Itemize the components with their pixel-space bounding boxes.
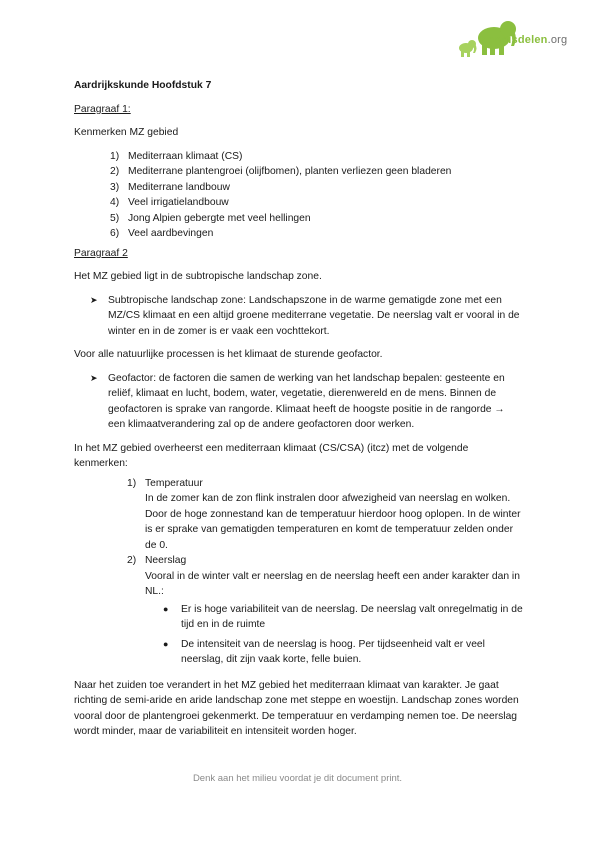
document-title: Aardrijkskunde Hoofdstuk 7 — [74, 80, 212, 91]
characteristics-list — [74, 149, 524, 242]
climate-list — [74, 476, 524, 672]
definition-geofactor: ➤ Geofactor: de factoren die samen de werking van het landschap bepalen: gesteente en reliëf, klimaat en lucht, bodem, water, vegetatie, dierenwereld en de mens. Binnen de geofactoren is sprake van rangorde. Klimaat heeft de hoogste positie in de rangorde → een klimaatverandering zal op de andere geofactoren door werken. — [74, 371, 524, 433]
section-2-line-3: In het MZ gebied overheerst een mediterraan klimaat (CS/CSA) (itcz) met de volgende kenmerken: — [74, 442, 469, 469]
right-arrow-icon: → — [494, 403, 505, 415]
list-item: 1) Temperatuur In de zomer kan de zon flink instralen door afwezigheid van neerslag en wolken. Door de hoge zonnestand kan de temperatuur hierdoor hoog oplopen. In de winter is er sprake van gematigden temperaturen en komt de temperatuur zelden onder de 0. — [127, 476, 524, 554]
climate-heading-precipitation: Neerslag — [145, 555, 187, 566]
list-item: ● De intensiteit van de neerslag is hoog. Per tijdseenheid valt er veel neerslag, dit zijn vaak korte, felle buien. — [163, 637, 524, 668]
section-2-line-2: Voor alle natuurlijke processen is het klimaat de sturende geofactor. — [74, 349, 383, 360]
logo-brand: Kennisdelen — [480, 34, 548, 46]
list-item: ● Er is hoge variabiliteit van de neerslag. De neerslag valt onregelmatig in de tijd en in de ruimte — [163, 602, 524, 633]
footer-note: Denk aan het milieu voordat je dit document print. — [192, 773, 403, 784]
arrow-bullet-icon: ➤ — [90, 294, 98, 305]
list-item: 3) Mediterrane landbouw — [110, 181, 230, 193]
list-item: 2) Mediterrane plantengroei (olijfbomen), planten verliezen geen bladeren — [110, 166, 452, 177]
section-heading-2: Paragraaf 2 — [74, 247, 128, 259]
arrow-bullet-icon: ➤ — [90, 372, 98, 383]
kennisdelen-logo — [456, 16, 576, 60]
logo-wordmark — [480, 34, 567, 46]
logo-tld: .org — [547, 34, 568, 46]
bullet-dot-icon: ● — [163, 638, 169, 649]
climate-heading-temperature: Temperatuur — [145, 477, 203, 489]
list-item: 1) Mediterraan klimaat (CS) — [110, 150, 243, 162]
bullet-dot-icon: ● — [163, 603, 169, 614]
list-item: 5) Jong Alpien gebergte met veel hellingen — [110, 212, 311, 224]
section-heading-1: Paragraaf 1: — [74, 103, 131, 115]
closing-paragraph: Naar het zuiden toe verandert in het MZ gebied het mediterraan klimaat van karakter. Je gaat richting de semi-aride en aride landschap zone met steppe en woestijn. Landschap zones worden vooral door de plantengroei gekenmerkt. De temperatuur en verdamping nemen toe. De neerslag wordt minder, maar de variabiliteit en intensiteit worden hoger. — [74, 679, 519, 737]
list-item: 6) Veel aardbevingen — [110, 228, 214, 239]
list-item: 4) Veel irrigatielandbouw — [110, 197, 229, 208]
section-1-intro: Kenmerken MZ gebied — [74, 127, 179, 138]
section-2-line-1: Het MZ gebied ligt in de subtropische landschap zone. — [74, 271, 322, 282]
definition-landscape-zone: ➤ Subtropische landschap zone: Landschapszone in de warme gematigde zone met een MZ/CS klimaat en een altijd groene mediterrane vegetatie. De neerslag valt er vooral in de winter en in de zomer is er vaak een vochttekort. — [74, 293, 524, 340]
list-item: 2) Neerslag Vooral in de winter valt er neerslag en de neerslag heeft een ander karakter dan in NL.: ● Er is hoge variabiliteit van de neerslag. De neerslag valt onregelmatig in de tijd en in de ruimte ● De intensiteit van de neerslag is hoog. Per tijdseenheid valt er veel neerslag, dit zijn vaak korte, felle buien. — [127, 553, 524, 672]
precipitation-bullets — [145, 602, 524, 668]
document-body — [74, 78, 524, 740]
